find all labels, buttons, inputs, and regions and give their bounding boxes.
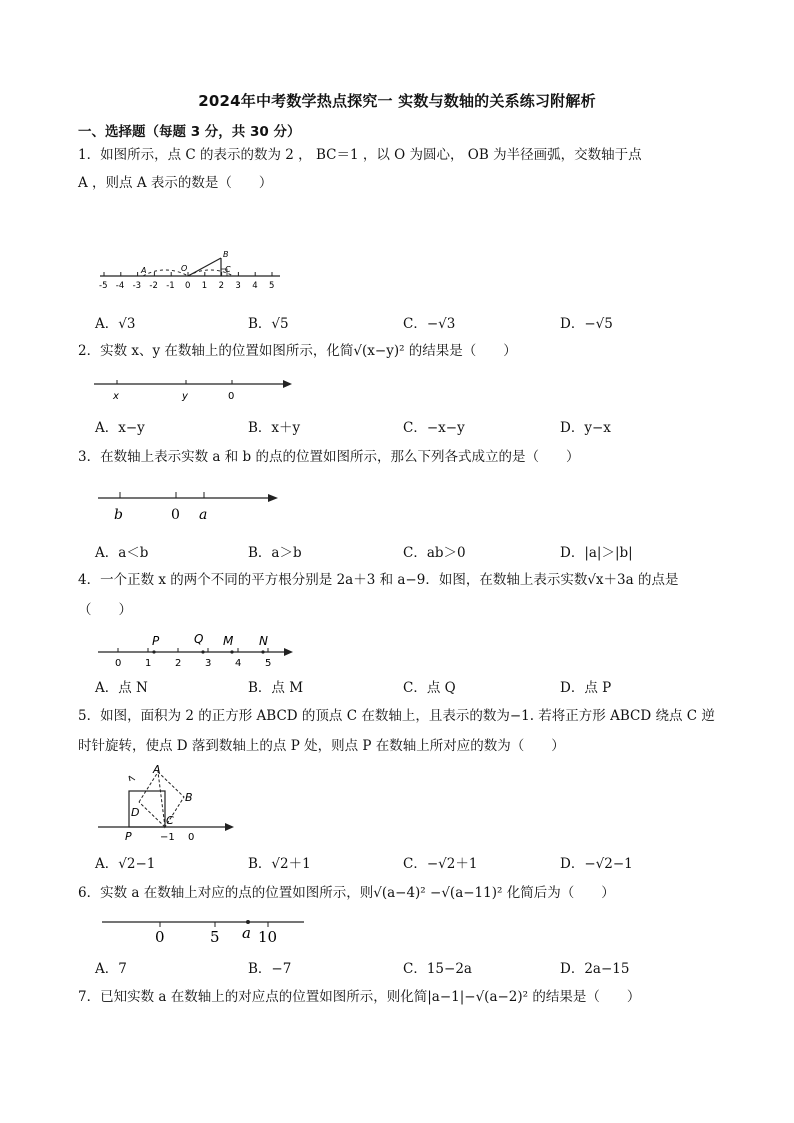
axis-arrow [284, 648, 293, 656]
label-a: a [199, 507, 208, 523]
label-zero: 0 [171, 507, 180, 523]
q2-option-a[interactable]: A．x−y [95, 420, 145, 436]
tick-label: -3 [132, 281, 142, 291]
q3-option-b[interactable]: B．a＞b [248, 545, 302, 561]
q1-option-d[interactable]: D．−√5 [560, 316, 613, 332]
label-n: N [259, 634, 268, 648]
point-n [261, 650, 264, 653]
q4-option-a[interactable]: A．点 N [95, 680, 148, 696]
q3-option-c[interactable]: C．ab＞0 [403, 545, 466, 561]
tick-label: -1 [166, 281, 175, 291]
question-5-line-1: 5．如图，面积为 2 的正方形 ABCD 的顶点 C 在数轴上，且表示的数为−1. 若将正方形 ABCD 绕点 C 逆 [78, 708, 715, 724]
label-zero: 0 [155, 928, 165, 946]
label-ten: 10 [258, 928, 278, 946]
question-2-line-1: 2．实数 x、y 在数轴上的位置如图所示，化简√(x−y)² 的结果是（ ） [78, 343, 517, 359]
q3-number-line-figure [96, 486, 286, 526]
q5-square-figure [96, 764, 246, 842]
axis-arrow [283, 380, 292, 388]
label-c: C [166, 814, 174, 827]
q1-option-b[interactable]: B．√5 [248, 316, 289, 332]
q6-option-b[interactable]: B．−7 [248, 961, 292, 977]
q1-option-c[interactable]: C．−√3 [403, 316, 456, 332]
q6-option-d[interactable]: D．2a−15 [560, 961, 630, 977]
label-x: x [113, 391, 119, 402]
tick-label: 2 [175, 658, 182, 669]
question-3-line-1: 3．在数轴上表示实数 a 和 b 的点的位置如图所示，那么下列各式成立的是（ ） [78, 449, 580, 465]
q1-number-line-figure [95, 218, 295, 293]
page-title: 2024年中考数学热点探究一 实数与数轴的关系练习附解析 [198, 92, 596, 110]
q4-option-b[interactable]: B．点 M [248, 680, 304, 696]
q6-number-line-figure [100, 910, 310, 948]
label-zero: 0 [188, 832, 195, 842]
label-y: y [182, 391, 188, 402]
axis-arrow [268, 494, 278, 502]
q3-option-a[interactable]: A．a＜b [95, 545, 149, 561]
question-6-line-1: 6．实数 a 在数轴上对应的点的位置如图所示，则√(a−4)² −√(a−11)² 化简后为（ ） [78, 885, 615, 901]
question-1-line-1: 1．如图所示，点 C 的表示的数为 2 ， BC＝1 ，以 O 为圆心， OB 为半径画弧，交数轴于点 [78, 147, 642, 163]
point-m [230, 650, 233, 653]
axis-arrow [225, 823, 234, 831]
point-p [152, 650, 155, 653]
q2-option-d[interactable]: D．y−x [560, 420, 611, 436]
tick-label: -2 [149, 281, 158, 291]
label-b: B [185, 791, 193, 804]
label-zero: 0 [228, 391, 235, 402]
q4-option-c[interactable]: C．点 Q [403, 680, 456, 696]
dashed-diagonal [139, 802, 165, 827]
tick-label: -5 [99, 281, 108, 291]
q3-option-d[interactable]: D．|a|＞|b| [560, 545, 633, 561]
tick-label: 5 [269, 281, 275, 291]
label-p: P [125, 830, 132, 842]
label-b: B [223, 250, 229, 259]
q2-option-b[interactable]: B．x＋y [248, 420, 301, 436]
tick-label: 1 [201, 281, 208, 291]
q1-option-a[interactable]: A．√3 [95, 316, 136, 332]
tick-label: 0 [115, 658, 122, 669]
q6-option-c[interactable]: C．15−2a [403, 961, 472, 977]
dashed-edge [139, 772, 158, 802]
q5-option-a[interactable]: A．√2−1 [95, 856, 156, 872]
q5-option-d[interactable]: D．−√2−1 [560, 856, 633, 872]
question-4-line-1: 4．一个正数 x 的两个不同的平方根分别是 2a＋3 和 a−9．如图，在数轴上表示实数√x＋3a 的点是 [78, 572, 679, 588]
rotation-arrow [129, 776, 135, 781]
q6-option-a[interactable]: A．7 [95, 961, 127, 977]
tick-label: 5 [265, 658, 272, 669]
tick-label: 3 [205, 658, 212, 669]
q4-number-line-figure [96, 630, 301, 670]
label-p: P [152, 634, 160, 648]
q5-option-c[interactable]: C．−√2＋1 [403, 856, 478, 872]
label-o: O [181, 264, 188, 273]
tick-label: 1 [145, 658, 152, 669]
label-c: C [225, 265, 231, 274]
label-a: A [141, 266, 147, 275]
question-5-line-2: 时针旋转，使点 D 落到数轴上的点 P 处，则点 P 在数轴上所对应的数为（ ） [78, 738, 565, 754]
tick-label: 0 [185, 281, 191, 291]
tick-label: -4 [115, 281, 125, 291]
label-five: 5 [210, 928, 220, 946]
label-a: a [242, 924, 251, 942]
label-a: A [153, 764, 161, 776]
tick-label: 4 [235, 658, 242, 669]
label-m: M [223, 634, 234, 648]
label-d: D [131, 806, 140, 819]
tick-label: 2 [218, 281, 225, 291]
label-b: b [114, 507, 123, 523]
q2-number-line-figure [92, 372, 302, 404]
tick-label: 3 [235, 281, 241, 291]
point-q [201, 650, 204, 653]
question-4-line-2: （ ） [78, 602, 132, 618]
question-1-line-2: A ，则点 A 表示的数是（ ） [78, 175, 273, 191]
tick-label: 4 [252, 281, 258, 291]
label-q: Q [194, 632, 204, 646]
q5-option-b[interactable]: B．√2＋1 [248, 856, 311, 872]
question-7-line-1: 7．已知实数 a 在数轴上的对应点的位置如图所示，则化简|a−1|−√(a−2)² 的结果是（ ） [78, 989, 641, 1005]
section-heading: 一、选择题（每题 3 分，共 30 分） [78, 124, 301, 140]
q4-option-d[interactable]: D．点 P [560, 680, 612, 696]
label-minus-one: −1 [160, 832, 175, 842]
q2-option-c[interactable]: C．−x−y [403, 420, 465, 436]
